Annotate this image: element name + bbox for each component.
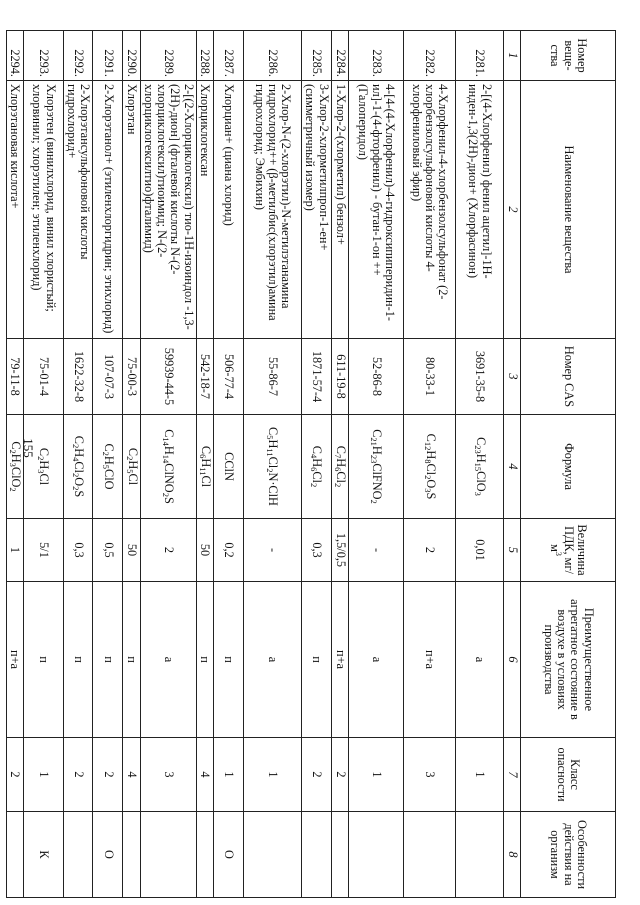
pdk-value: 0,01 — [456, 519, 504, 582]
chemical-formula: $C_2H_5ClO$ — [93, 415, 123, 519]
header-pdk: Величина ПДК, $мг/м^3$ — [521, 519, 616, 582]
aggregate-state: а — [349, 582, 404, 738]
substance-name: 2-Хлорэтансульфоновой кислоты гидрохлорид+ — [63, 81, 93, 339]
header-formula: Формула — [521, 415, 616, 519]
hazard-class: 1 — [349, 738, 404, 812]
substance-number: 2293. — [23, 31, 63, 81]
substance-name: Хлорциклогексан — [196, 81, 213, 339]
chemical-formula: $C_{14}H_{14}ClNO_2S$ — [140, 415, 196, 519]
hazard-class: 4 — [123, 738, 140, 812]
special-effects — [404, 812, 456, 898]
aggregate-state: п — [93, 582, 123, 738]
aggregate-state: а — [243, 582, 301, 738]
chemical-formula: $C_{23}H_{15}ClO_3$ — [456, 415, 504, 519]
hazard-class: 3 — [140, 738, 196, 812]
cas-number: 75-00-3 — [123, 339, 140, 415]
hazard-class: 4 — [196, 738, 213, 812]
cas-number: 52-86-8 — [349, 339, 404, 415]
header-cas: Номер CAS — [521, 339, 616, 415]
cas-number: 1871-57-4 — [301, 339, 331, 415]
table-row — [404, 31, 456, 898]
hazard-class: 2 — [331, 738, 348, 812]
substance-number: 2282. — [404, 31, 456, 81]
substance-name: 4-[4-(4-Хлорфенил)-4-гидроксипиперидин-1-ил]-1-(4-фторфенил) - бутан-1-он ++ (Галоперидол) — [349, 81, 404, 339]
special-effects: О — [213, 812, 243, 898]
header-name: Наименование вещества — [521, 81, 616, 339]
substance-name: 2-[(2-Хлорциклогексил) тио-1Н-изоиндол -1,3-(2Н)-дион] (фталевой кислоты N-(2-хлорциклогексил)тиоимид; N-(2-хлорциклогексилтио)фталимид) — [140, 81, 196, 339]
substance-number: 2286. — [243, 31, 301, 81]
column-number: 1 — [504, 31, 521, 81]
table-row — [243, 31, 301, 898]
aggregate-state: а — [456, 582, 504, 738]
pdk-value: 0,3 — [301, 519, 331, 582]
table-row — [123, 31, 140, 898]
column-number: 3 — [504, 339, 521, 415]
hazard-class: 2 — [6, 738, 23, 812]
cas-number: 506-77-4 — [213, 339, 243, 415]
special-effects — [123, 812, 140, 898]
chemical-formula: $C_4H_6Cl_2$ — [301, 415, 331, 519]
pdk-value: 50 — [123, 519, 140, 582]
hazard-class: 1 — [243, 738, 301, 812]
chemical-formula: $C_2H_4Cl_2O_2S$ — [63, 415, 93, 519]
pdk-value: - — [349, 519, 404, 582]
cas-number: 611-19-8 — [331, 339, 348, 415]
header-state: Преимущественное агрегатное состояние в воздухе в условиях производства — [521, 582, 616, 738]
chemical-formula: $C_5H_{11}Cl_2N\cdot ClH$ — [243, 415, 301, 519]
column-number-row — [504, 31, 521, 898]
aggregate-state: а — [140, 582, 196, 738]
column-number: 6 — [504, 582, 521, 738]
aggregate-state: п — [213, 582, 243, 738]
table-row — [140, 31, 196, 898]
hazard-class: 2 — [301, 738, 331, 812]
column-number: 2 — [504, 81, 521, 339]
hazard-class: 3 — [404, 738, 456, 812]
substance-name: 3-Хлор-2-хлорметилпроп-1-ен+ (симметричный изомер) — [301, 81, 331, 339]
column-number: 7 — [504, 738, 521, 812]
rotated-table-area — [7, 30, 616, 897]
substance-number: 2294. — [6, 31, 23, 81]
hazard-class: 1 — [213, 738, 243, 812]
substance-number: 2283. — [349, 31, 404, 81]
cas-number: 80-33-1 — [404, 339, 456, 415]
table-row — [349, 31, 404, 898]
substance-name: 1-Хлор-2-(хлорметил) бензол+ — [331, 81, 348, 339]
hazard-class: 1 — [23, 738, 63, 812]
header-num: Номер веще-ства — [521, 31, 616, 81]
table-body — [6, 31, 503, 898]
table-row — [63, 31, 93, 898]
substance-name: 2-Хлор-N-(2-хлорэтил)-N-метилэтанамина гидрохлорид++ (β-метилбис(хлорэтил)амина гидрохлорид; Эмбихин) — [243, 81, 301, 339]
aggregate-state: п+а — [6, 582, 23, 738]
substance-number: 2285. — [301, 31, 331, 81]
pdk-value: 0,2 — [213, 519, 243, 582]
column-number: 8 — [504, 812, 521, 898]
pdk-value: 2 — [404, 519, 456, 582]
table-row — [213, 31, 243, 898]
substance-name: Хлорциан+ (циана хлорид) — [213, 81, 243, 339]
aggregate-state: п — [196, 582, 213, 738]
special-effects — [331, 812, 348, 898]
chemical-formula: $C_2H_3ClO_2$ — [6, 415, 23, 519]
substances-table — [6, 30, 616, 898]
special-effects — [63, 812, 93, 898]
substance-number: 2284. — [331, 31, 348, 81]
hazard-class: 1 — [456, 738, 504, 812]
pdk-value: 2 — [140, 519, 196, 582]
cas-number: 75-01-4 — [23, 339, 63, 415]
pdk-value: - — [243, 519, 301, 582]
special-effects: О — [93, 812, 123, 898]
table-row — [93, 31, 123, 898]
table-row — [301, 31, 331, 898]
special-effects — [196, 812, 213, 898]
substance-name: Хлорэтан — [123, 81, 140, 339]
table-row — [23, 31, 63, 898]
hazard-class: 2 — [63, 738, 93, 812]
header-features: Особенности действия на организм — [521, 812, 616, 898]
pdk-value: 50 — [196, 519, 213, 582]
substance-name: 4-Хлорфенил-4-хлорбензолсульфонат (2-хлорбензолсульфоновой кислоты 4-хлорфениловый эфир) — [404, 81, 456, 339]
cas-number: 542-18-7 — [196, 339, 213, 415]
cas-number: 55-86-7 — [243, 339, 301, 415]
cas-number: 79-11-8 — [6, 339, 23, 415]
table-row — [331, 31, 348, 898]
substance-name: 2-Хлорэтанол+ (этиленхлоргидрин; этихлорид) — [93, 81, 123, 339]
pdk-value: 5/1 — [23, 519, 63, 582]
chemical-formula: $C_2H_3Cl$ — [23, 415, 63, 519]
header-row — [521, 31, 616, 898]
special-effects — [243, 812, 301, 898]
table-row — [6, 31, 23, 898]
aggregate-state: п+а — [331, 582, 348, 738]
chemical-formula: $C_6H_{11}Cl$ — [196, 415, 213, 519]
cas-number: 59939-44-5 — [140, 339, 196, 415]
substance-number: 2289. — [140, 31, 196, 81]
pdk-value: 0,3 — [63, 519, 93, 582]
special-effects — [349, 812, 404, 898]
cas-number: 1622-32-8 — [63, 339, 93, 415]
special-effects — [456, 812, 504, 898]
header-class: Класс опасности — [521, 738, 616, 812]
table-row — [196, 31, 213, 898]
substance-number: 2281. — [456, 31, 504, 81]
column-number: 5 — [504, 519, 521, 582]
pdk-value: 0,5 — [93, 519, 123, 582]
substance-number: 2290. — [123, 31, 140, 81]
cas-number: 107-07-3 — [93, 339, 123, 415]
cas-number: 3691-35-8 — [456, 339, 504, 415]
chemical-formula: $C_7H_6Cl_2$ — [331, 415, 348, 519]
substance-name: Хлорэтановая кислота+ — [6, 81, 23, 339]
pdk-value: 1 — [6, 519, 23, 582]
table-row — [456, 31, 504, 898]
aggregate-state: п — [63, 582, 93, 738]
hazard-class: 2 — [93, 738, 123, 812]
substance-number: 2291. — [93, 31, 123, 81]
chemical-formula: $C_{12}H_8Cl_2O_3S$ — [404, 415, 456, 519]
substance-name: Хлорэтен (винилхлорид, винил хлористый; хлорвинил; хлорэтилен; этиленхлорид) — [23, 81, 63, 339]
aggregate-state: п+а — [404, 582, 456, 738]
substance-number: 2288. — [196, 31, 213, 81]
substance-name: 2-[(4-Хлорфенил) фенил ацетил]-1Н-инден-1,3(2Н)-дион+ (Хлорфасинон) — [456, 81, 504, 339]
special-effects: К — [23, 812, 63, 898]
page-number: 155 — [21, 438, 36, 458]
chemical-formula: $C_{21}H_{23}ClFNO_2$ — [349, 415, 404, 519]
special-effects — [301, 812, 331, 898]
substance-number: 2292. — [63, 31, 93, 81]
special-effects — [140, 812, 196, 898]
special-effects — [6, 812, 23, 898]
pdk-value: 1,5/0,5 — [331, 519, 348, 582]
aggregate-state: п — [123, 582, 140, 738]
chemical-formula: $C_2H_5Cl$ — [123, 415, 140, 519]
aggregate-state: п — [301, 582, 331, 738]
chemical-formula: CClN — [213, 415, 243, 519]
aggregate-state: п — [23, 582, 63, 738]
substance-number: 2287. — [213, 31, 243, 81]
column-number: 4 — [504, 415, 521, 519]
